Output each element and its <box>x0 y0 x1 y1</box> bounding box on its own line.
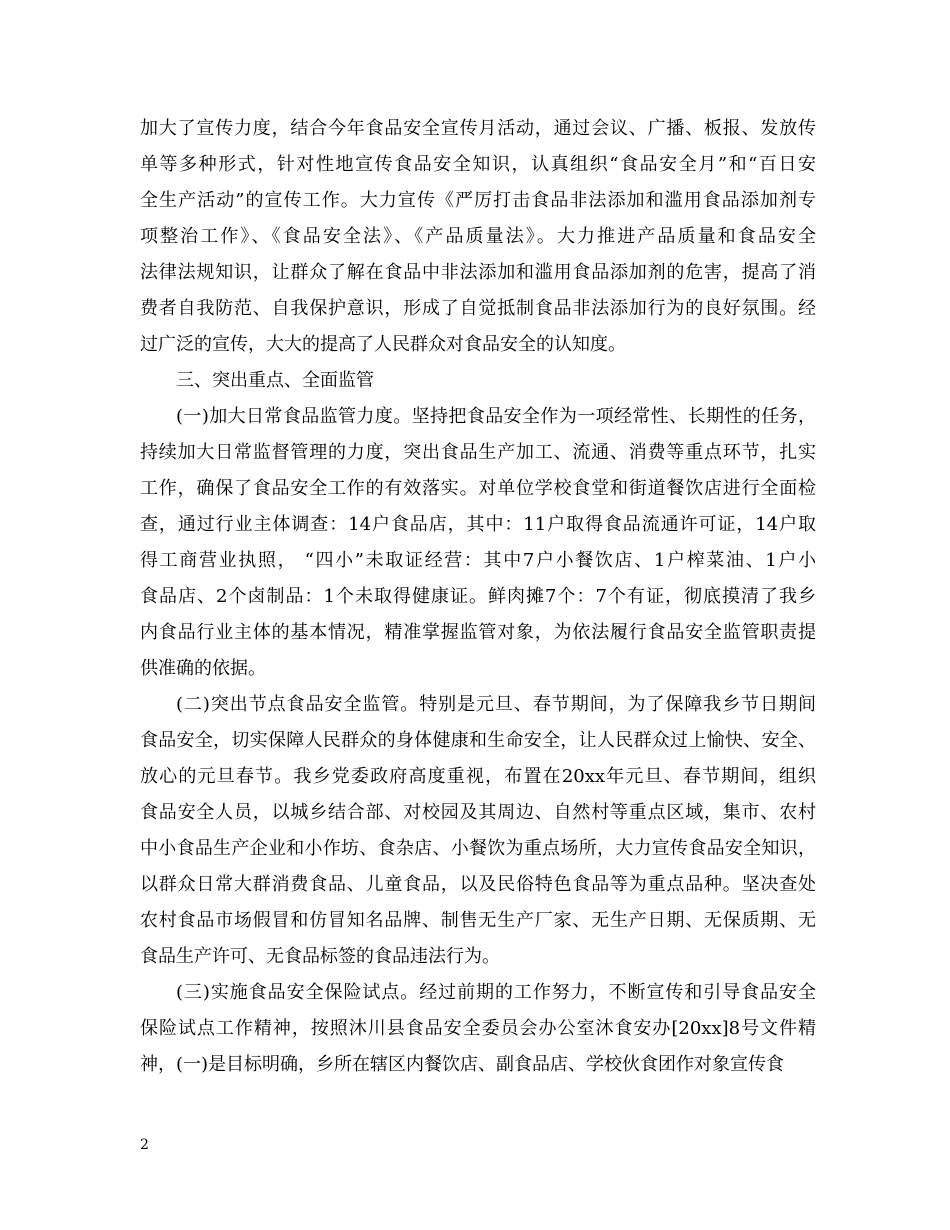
paragraph-line: 过广泛的宣传，大大的提高了人民群众对食品安全的认知度。 <box>140 334 626 355</box>
section-heading: 三、突出重点、全面监管 <box>176 370 374 391</box>
paragraph-line: 项整治工作》、《食品安全法》、《产品质量法》。大力推进产品质量和食品安全 <box>140 226 816 247</box>
paragraph-line: 加大了宣传力度，结合今年食品安全宣传月活动，通过会议、广播、板报、发放传 <box>140 118 816 139</box>
paragraph-line: 中小食品生产企业和小作坊、食杂店、小餐饮为重点场所，大力宣传食品安全知识， <box>140 838 816 859</box>
paragraph-line: 食品生产许可、无食品标签的食品违法行为。 <box>140 946 500 967</box>
paragraph-line: 持续加大日常监督管理的力度，突出食品生产加工、流通、消费等重点环节，扎实 <box>140 442 816 463</box>
paragraph-line: 食品店、2个卤制品：1个未取得健康证。鲜肉摊7个：7个有证，彻底摸清了我乡 <box>140 586 816 607</box>
document-body <box>140 111 816 1083</box>
paragraph-line: 以群众日常大群消费食品、儿童食品，以及民俗特色食品等为重点品种。坚决查处 <box>140 874 816 895</box>
paragraph-line: (三)实施食品安全保险试点。经过前期的工作努力，不断宣传和引导食品安全 <box>176 982 816 1003</box>
paragraph-line: 神，(一)是目标明确，乡所在辖区内餐饮店、副食品店、学校伙食团作对象宣传食 <box>140 1054 785 1075</box>
paragraph-line: 食品安全人员，以城乡结合部、对校园及其周边、自然村等重点区域，集市、农村 <box>140 802 816 823</box>
paragraph-line: (一)加大日常食品监管力度。坚持把食品安全作为一项经常性、长期性的任务， <box>176 406 816 427</box>
paragraph-line: 得工商营业执照， “四小”未取证经营：其中7户小餐饮店、1户榨菜油、1户小 <box>140 550 816 571</box>
page-number: 2 <box>140 1137 149 1153</box>
paragraph-line: 法律法规知识，让群众了解在食品中非法添加和滥用食品添加剂的危害，提高了消 <box>140 262 816 283</box>
paragraph-line: 农村食品市场假冒和仿冒知名品牌、制售无生产厂家、无生产日期、无保质期、无 <box>140 910 816 931</box>
paragraph-line: 查，通过行业主体调查：14户食品店，其中：11户取得食品流通许可证，14户取 <box>140 514 816 535</box>
paragraph-line: 全生产活动”的宣传工作。大力宣传《严厉打击食品非法添加和滥用食品添加剂专 <box>140 190 816 211</box>
paragraph-line: (二)突出节点食品安全监管。特别是元旦、春节期间，为了保障我乡节日期间 <box>176 694 816 715</box>
paragraph-line: 内食品行业主体的基本情况，精准掌握监管对象，为依法履行食品安全监管职责提 <box>140 622 816 643</box>
paragraph-line: 单等多种形式，针对性地宣传食品安全知识，认真组织“食品安全月”和“百日安 <box>140 154 816 175</box>
paragraph-line: 食品安全，切实保障人民群众的身体健康和生命安全，让人民群众过上愉快、安全、 <box>140 730 816 751</box>
paragraph-line: 工作，确保了食品安全工作的有效落实。对单位学校食堂和街道餐饮店进行全面检 <box>140 478 816 499</box>
paragraph-line: 放心的元旦春节。我乡党委政府高度重视，布置在20xx年元旦、春节期间，组织 <box>140 766 816 787</box>
paragraph-line: 保险试点工作精神，按照沐川县食品安全委员会办公室沐食安办[20xx]8号文件精 <box>140 1018 816 1039</box>
paragraph-line: 供准确的依据。 <box>140 658 266 679</box>
paragraph-line: 费者自我防范、自我保护意识，形成了自觉抵制食品非法添加行为的良好氛围。经 <box>140 298 816 319</box>
